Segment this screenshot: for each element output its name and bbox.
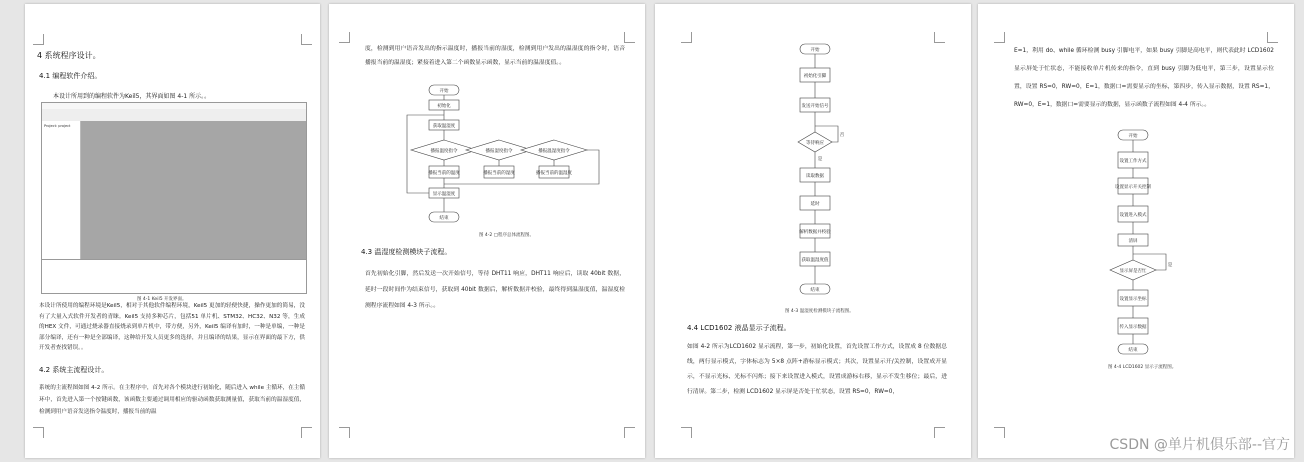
- lcd-busy-paragraph: E=1，利用 do、while 循环检测 busy 引脚电平，如果 busy 引脚是高电平，则代表此时 LCD1602 显示屏处于忙状态，不能接收单片机传来的指令，直到 busy 引脚为低电平，第三步，设置显示位置，设置 RS=0，RW=0，E=1，数据口=需要显示的坐标，第四步，传入显示数据，设置 RS=1，RW=0，E=1，数据口=需要显示的数据，显示函数子流程如图 4-4 所示。。: [1014, 48, 1274, 108]
- flow-init-pin-label: 初始化引脚: [803, 74, 827, 79]
- intro-paragraph: 本设计所用到的编程软件为Keil5，其界面如图 4-1 所示。。: [53, 93, 211, 100]
- document-page-4: [978, 4, 1294, 458]
- flow-read-label: 读取数据: [806, 174, 824, 179]
- flow-end-label: 结束: [439, 216, 449, 221]
- flow-set-display-label: 设置显示开关控制: [1115, 185, 1151, 190]
- dht11-paragraph: 首先初始化引脚，然后发送一次开始信号，等待 DHT11 响应，DHT11 响应后，读取 40bit 数据，延时一段时间作为结束信号，获取到 40bit 数据后，解析数据并校验，最终得到温湿度值，温湿度检测程序流程如图 4-3 所示。。: [365, 271, 625, 309]
- flow-send-start-label: 发送开始信号: [801, 104, 829, 109]
- flow-action-1-label: 播报当前的温度: [428, 171, 460, 176]
- flow-busy-label: 显示屏是否忙: [1119, 269, 1147, 274]
- crop-mark: [339, 32, 350, 43]
- voice-paragraph: 度，检测到用户语音发出的指示温度时，播报当前的湿度，检测到用户发出的温湿度的指令时，语音播报当前的温湿度；紧接着进入第二个函数显示函数，显示当前的温湿度值。。: [365, 46, 625, 66]
- figure-caption-4-2: 图 4-2 □程序总体流程图。: [479, 233, 534, 238]
- flow-get-label: 获取温湿度: [432, 124, 456, 129]
- crop-mark: [301, 34, 312, 45]
- flow-yes-label: 是: [817, 157, 823, 162]
- flow-wait-label: 等待响应: [806, 141, 824, 146]
- flow-delay-label: 延时: [810, 202, 820, 207]
- flow-start-label: 开始: [810, 48, 820, 53]
- figure-caption-4-4: 图 4-4 LCD1602 显示子流程图。: [1108, 365, 1177, 370]
- flow-show-label: 显示温湿度: [432, 192, 456, 197]
- flow-start-label: 开始: [439, 89, 449, 94]
- crop-mark: [33, 34, 44, 45]
- flow-set-entry-label: 设置进入模式: [1119, 213, 1147, 218]
- flow-parse-label: 解析数据并校验: [799, 230, 831, 235]
- lcd1602-paragraph: 如图 4-2 所示为LCD1602 显示流程，第一步，初始化设置，首先设置工作方式，设置成 8 位数据总线，两行显示模式，字体标志为 5×8 点阵+游标显示模式；其次，设置显示开/关控制，设置成开显示，不显示光标、光标不闪烁；接下来设置进入模式，设置成游标右移，显示不发生移位；最后，进行清屏。第二步，检测 LCD1602 显示屏是否处于忙状态，设置 RS=0，RW=0，: [687, 344, 947, 395]
- flow-set-pos-label: 设置显示坐标: [1119, 297, 1147, 302]
- flow-write-data-label: 传入显示数据: [1119, 325, 1147, 330]
- flow-init-label: 初始化: [437, 104, 451, 109]
- flow-end-label: 结束: [1128, 348, 1138, 353]
- document-page-2: [329, 4, 645, 458]
- flow-end-label: 结束: [810, 288, 820, 293]
- crop-mark: [994, 427, 1005, 438]
- keil5-screenshot: [41, 102, 307, 294]
- heading-section-4-3: 4.3 温湿度检测模块子流程。: [361, 248, 452, 256]
- figure-caption-4-3: 图 4-3 温湿度检测模块子流程图。: [785, 309, 854, 314]
- crop-mark: [624, 32, 635, 43]
- crop-mark: [934, 427, 945, 438]
- heading-section-4: 4 系统程序设计。: [37, 51, 101, 60]
- main-flowchart: [399, 80, 609, 230]
- crop-mark: [624, 427, 635, 438]
- flow-action-3-label: 播报当前的温湿度: [536, 171, 572, 176]
- project-label: Project: project: [44, 124, 71, 128]
- crop-mark: [681, 32, 692, 43]
- crop-mark: [339, 427, 350, 438]
- crop-mark: [301, 427, 312, 438]
- flow-yes-label: 是: [1167, 263, 1173, 268]
- flow-start-label: 开始: [1128, 134, 1138, 139]
- crop-mark: [934, 32, 945, 43]
- flow-action-2-label: 播报当前的湿度: [483, 171, 515, 176]
- screenshot-build-output: [42, 259, 306, 293]
- flow-decision-1-label: 播报温度指令: [430, 149, 458, 154]
- flow-decision-2-label: 播报湿度指令: [485, 149, 513, 154]
- figure-caption-4-1: 图 4-1 Keil5 开发界面。: [137, 297, 187, 302]
- csdn-watermark: CSDN @单片机俱乐部--官方: [1109, 437, 1290, 453]
- flow-clear-label: 清屏: [1128, 239, 1138, 244]
- crop-mark: [681, 427, 692, 438]
- crop-mark: [994, 32, 1005, 43]
- dht11-flowchart: [780, 40, 860, 302]
- flow-get-values-label: 获取温湿度值: [801, 258, 829, 263]
- heading-section-4-1: 4.1 编程软件介绍。: [39, 72, 102, 80]
- screenshot-editor-area: [81, 121, 306, 259]
- main-flow-paragraph: 系统的主流程图如图 4-2 所示。在主程序中，首先对各个模块进行初始化，随后进入 while 主循环，在主循环中，首先进入第一个按键函数，该函数主要通过调用相应的驱动函数获取测量值，获取当前的温湿度值，检测到用户语音发送指令温度时，播报当前的温: [39, 385, 305, 415]
- keil5-paragraph: 本设计所使用的编程环境是Keil5，相对于其他软件编程环境，Keil5 更加的轻便快捷，操作更加的简易，没有了大量入式软件开发者的青睐。Keil5 支持多种芯片，包括51 单片机、STM32、HC32、N32 等，生成的HEX 文件，可通过烧录器直接烧录到单片机中，带方便，另外，Keil5 编译有加时，一种是单编，一种是部分编译，还有一种是全部编译，这种给开发人员更多的选择，并且编译的结果，显示在界面的最下方，供开发者查找错误。。: [39, 303, 305, 351]
- heading-section-4-4: 4.4 LCD1602 液晶显示子流程。: [687, 324, 791, 332]
- document-page-3: [655, 4, 971, 458]
- heading-section-4-2: 4.2 系统主流程设计。: [39, 366, 109, 374]
- flow-decision-3-label: 播报温湿度指令: [538, 149, 570, 154]
- flow-set-mode-label: 设置工作方式: [1119, 159, 1147, 164]
- document-page-1: [25, 4, 320, 458]
- screenshot-project-panel: [42, 121, 81, 259]
- lcd-flowchart: [1078, 128, 1188, 360]
- crop-mark: [33, 427, 44, 438]
- flow-no-label: 否: [839, 133, 845, 138]
